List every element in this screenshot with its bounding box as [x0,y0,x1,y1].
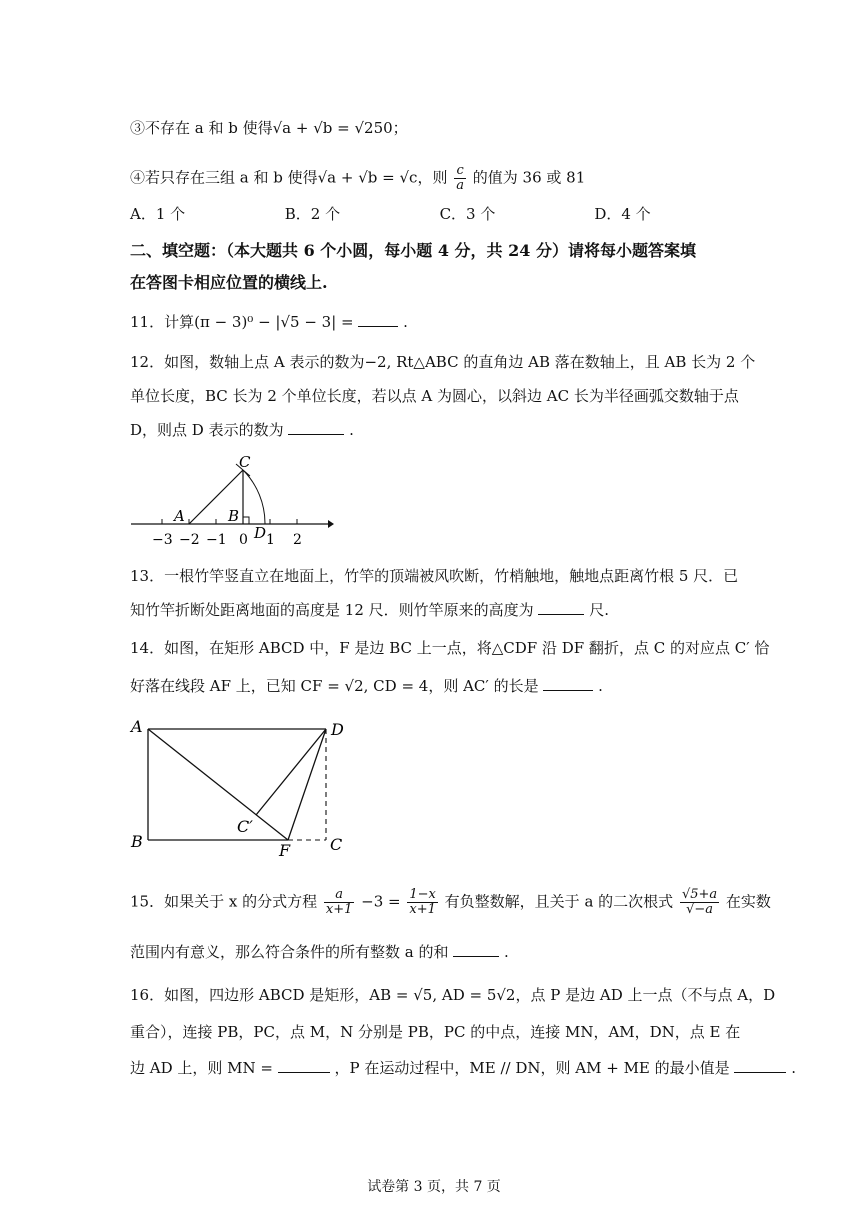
q15-answer-blank [453,942,499,957]
q11-answer-blank [358,312,398,327]
label-a: A [174,507,185,525]
q14-line2-text: 好落在线段 AF 上，已知 CF = √2, CD = 4，则 AC′ 的长是 [130,677,539,695]
q16-line3-part-b: ，P 在运动过程中，ME // DN，则 AM + ME 的最小值是 [334,1059,730,1077]
q15-part-b: −3 = [361,892,401,911]
q16-line1: 16．如图，四边形 ABCD 是矩形，AB = √5, AD = 5√2，点 P 是边 AD 上一点（不与点 A，D [130,986,776,1004]
q16-answer-blank-2 [734,1058,786,1073]
tick-label: −3 [152,532,173,548]
q15-line2 [130,942,509,962]
option-b: B．2 个 [284,205,341,223]
option-d: D．4 个 [594,205,651,223]
q16-line2: 重合），连接 PB，PC，点 M，N 分别是 PB，PC 的中点，连接 MN，AM，DN，点 E 在 [130,1023,741,1041]
frac-denominator: x+1 [409,902,436,917]
q13-answer-blank [538,600,584,615]
frac-numerator: 1−x [409,887,436,902]
q15-part-d: 在实数 [725,892,771,911]
axis-arrow [328,520,334,528]
label-b: B [131,832,143,851]
q10-statement-3: ③不存在 a 和 b 使得√a + √b = √250； [130,119,408,137]
q12-line3-text: D，则点 D 表示的数为 [130,421,284,439]
label-c: C [330,835,343,854]
q11-text: 11．计算(π − 3)⁰ − |√5 − 3| = [130,313,354,331]
tick-label: 2 [293,532,302,548]
q16-answer-blank-1 [278,1058,330,1073]
frac-numerator: c [454,164,466,179]
q15-tail: . [504,943,509,961]
q14-line2 [130,676,603,696]
label-a: A [131,717,143,736]
q10-statement-4 [130,164,585,193]
segment-df [288,729,326,840]
frac-denominator: √−a [686,902,713,917]
q15-fraction-2 [407,888,438,917]
q12-line1: 12．如图，数轴上点 A 表示的数为−2, Rt△ABC 的直角边 AB 落在数轴上，且 AB 长为 2 个 [130,353,756,371]
q12-line3 [130,420,354,440]
q16-line3 [130,1058,796,1078]
tick-label: 1 [266,532,275,548]
q16-line3-part-a: 边 AD 上，则 MN = [130,1059,273,1077]
tick-label: −1 [206,532,227,548]
label-b: B [228,507,240,525]
q10-s4-part2: 的值为 36 或 81 [472,168,586,187]
label-d: D [254,524,267,542]
q14-tail: . [598,677,603,695]
segment-af [148,729,288,840]
section-2-heading-line1: 二、填空题：（本大题共 6 个小圆，每小题 4 分，共 24 分）请将每小题答案填 [130,241,696,260]
frac-numerator: a [324,888,355,903]
q12-answer-blank [288,420,344,435]
q15-part-c: 有负整数解，且关于 a 的二次根式 [444,892,674,911]
tick-label: −2 [179,532,200,548]
rectangle-figure [128,712,358,862]
q12-tail: . [349,421,354,439]
q14-answer-blank [543,676,593,691]
q16-tail: . [791,1059,796,1077]
q14-line1: 14．如图，在矩形 ABCD 中，F 是边 BC 上一点，将△CDF 沿 DF 翻折，点 C 的对应点 C′ 恰 [130,639,770,657]
label-d: D [331,720,344,739]
q12-line2: 单位长度，BC 长为 2 个单位长度，若以点 A 为圆心，以斜边 AC 长为半径画弧交数轴于点 [130,387,739,405]
q15-fraction-1 [324,888,355,917]
number-line-figure [128,452,338,552]
q10-s4-part1: ④若只存在三组 a 和 b 使得√a + √b = √c，则 [130,168,448,187]
q11-tail: . [403,313,408,331]
q15-part-a: 15．如果关于 x 的分式方程 [130,892,318,911]
q15-fraction-3 [680,888,719,917]
segment-dc-prime [256,729,326,815]
section-2-heading-line2: 在答图卡相应位置的横线上. [130,273,328,292]
q15-line1 [130,888,771,917]
frac-denominator: x+1 [325,902,353,917]
question-11 [130,312,408,332]
q15-line2-text: 范围内有意义，那么符合条件的所有整数 a 的和 [130,943,449,961]
right-angle-mark [243,517,249,524]
option-c: C．3 个 [439,205,496,223]
q10-s4-fraction [454,164,466,193]
option-a: A．1 个 [130,205,186,223]
q13-line1: 13．一根竹竿竖直立在地面上，竹竿的顶端被风吹断，竹梢触地，触地点距离竹根 5 尺．已 [130,567,739,585]
frac-numerator: √5+a [681,887,718,902]
tick-label: 0 [239,532,248,548]
q13-tail: 尺. [589,601,609,619]
q13-line2-text: 知竹竿折断处距离地面的高度是 12 尺．则竹竿原来的高度为 [130,601,534,619]
label-c: C [239,453,251,471]
frac-denominator: a [456,178,464,193]
q10-options [130,204,744,224]
page-footer: 试卷第 3 页，共 7 页 [367,1179,501,1195]
label-c-prime: C′ [237,817,253,836]
q13-line2 [130,600,609,620]
label-f: F [279,841,291,860]
